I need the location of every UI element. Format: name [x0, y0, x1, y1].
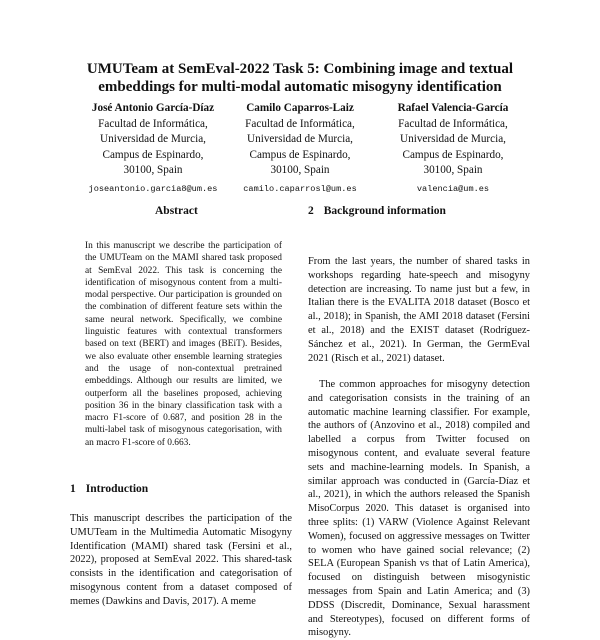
section-title: Background information	[323, 205, 446, 217]
author-email[interactable]: camilo.caparrosl@um.es	[243, 183, 357, 194]
background-paragraph-2: The common approaches for misogyny detection and categorisation consists in the training of an automatic machine learning classifier. For example, the authors of (Anzovino et al., 2018) compiled and labelled a corpus from Twitter focused on misogynous content, and evaluate several feature sets and machine-learning models. In Spanish, a similar approach was conducted in (García-Díaz et al., 2021), in which the authors released the Spanish MisoCorpus 2020. This dataset is organised into three splits: (1) VARW (Violence Against Relevant Women), focused on aggressive messages on Twitter to women who have gained social relevance; (2) SELA (European Spanish vs that of Latin America), focused on distinguish between misogynistic messages from Spain and Latin America; and (3) DDSS (Discredit, Dominance, Sexual harassment and Stereotypes), focused on different forms of misogyny.	[308, 379, 530, 639]
author-block-3	[373, 101, 533, 197]
author-email[interactable]: joseantonio.garcia8@um.es	[88, 183, 218, 194]
author-affiliation-line: 30100, Spain	[423, 164, 483, 176]
author-affiliation-line: Facultad de Informática,	[245, 117, 355, 130]
author-affiliation-line: Campus de Espinardo,	[402, 148, 504, 161]
author-affiliation-line: Campus de Espinardo,	[102, 148, 204, 161]
author-name: José Antonio García-Díaz	[91, 102, 215, 114]
paper-title	[40, 60, 560, 96]
author-affiliation-line: Universidad de Murcia,	[400, 133, 506, 145]
introduction-heading	[70, 483, 148, 495]
author-affiliation-line: Universidad de Murcia,	[100, 133, 206, 145]
abstract-text: In this manuscript we describe the participation of the UMUTeam on the MAMI shared task proposed at SemEval 2022. This task is concerning the identification of misogynous content from a multi-modal perspective. Our participation is grounded on the combination of different feature sets within the same neural network. Specifically, we combine linguistic features with contextual transformers based on text (BERT) and images (BEiT). Besides, we also evaluate other ensemble learning strategies and the usage of non-contextual pretrained embeddings. Although our results are limited, we outperform all the baselines proposed, achieving position 36 in the binary classification task with a macro F1-score of 0.687, and position 28 in the multi-label task of misogynous categorisation, with an macro F1-score of 0.663.	[85, 241, 282, 448]
author-affiliation-line: Campus de Espinardo,	[249, 148, 351, 161]
background-paragraph-1: From the last years, the number of shared tasks in workshops regarding hate-speech and misogyny detection are increasing. To name just but a few, in Italian there is the EVALITA 2018 dataset (Bosco et al., 2018); in Spanish, the AMI 2018 dataset (Fersini et al., 2018) and the EXIST dataset (Rodríguez-Sánchez et al., 2021). In German, the GermEval 2021 (Risch et al., 2021) dataset.	[308, 256, 530, 364]
section-number: 2	[308, 205, 314, 217]
author-affiliation-line: 30100, Spain	[123, 164, 183, 176]
section-title: Introduction	[85, 483, 149, 495]
introduction-text: This manuscript describes the participation of the UMUTeam in the Multimedia Automatic Misogyny Identification (MAMI) shared task (Fersini et al., 2022), proposed at SemEval 2022. This shared-task consists in the identification and categorisation of misogynous content from a dataset composed of memes (Dawkins and Davis, 2017). A meme	[70, 513, 292, 607]
author-affiliation-line: Facultad de Informática,	[98, 117, 208, 130]
author-block-1	[73, 101, 233, 197]
author-affiliation-line: Facultad de Informática,	[398, 117, 508, 130]
paper-title-line-1: UMUTeam at SemEval-2022 Task 5: Combining image and textual	[86, 61, 514, 77]
abstract-heading: Abstract	[155, 205, 198, 217]
author-name: Camilo Caparros-Laiz	[246, 102, 354, 114]
author-block-2	[220, 101, 380, 197]
author-affiliation-line: 30100, Spain	[270, 164, 330, 176]
background-heading	[308, 205, 446, 217]
section-number: 1	[70, 483, 76, 495]
author-affiliation-line: Universidad de Murcia,	[247, 133, 353, 145]
author-name: Rafael Valencia-García	[397, 102, 509, 114]
paper-title-line-2: embeddings for multi-modal automatic misogyny identification	[98, 79, 502, 95]
author-email[interactable]: valencia@um.es	[416, 183, 490, 194]
